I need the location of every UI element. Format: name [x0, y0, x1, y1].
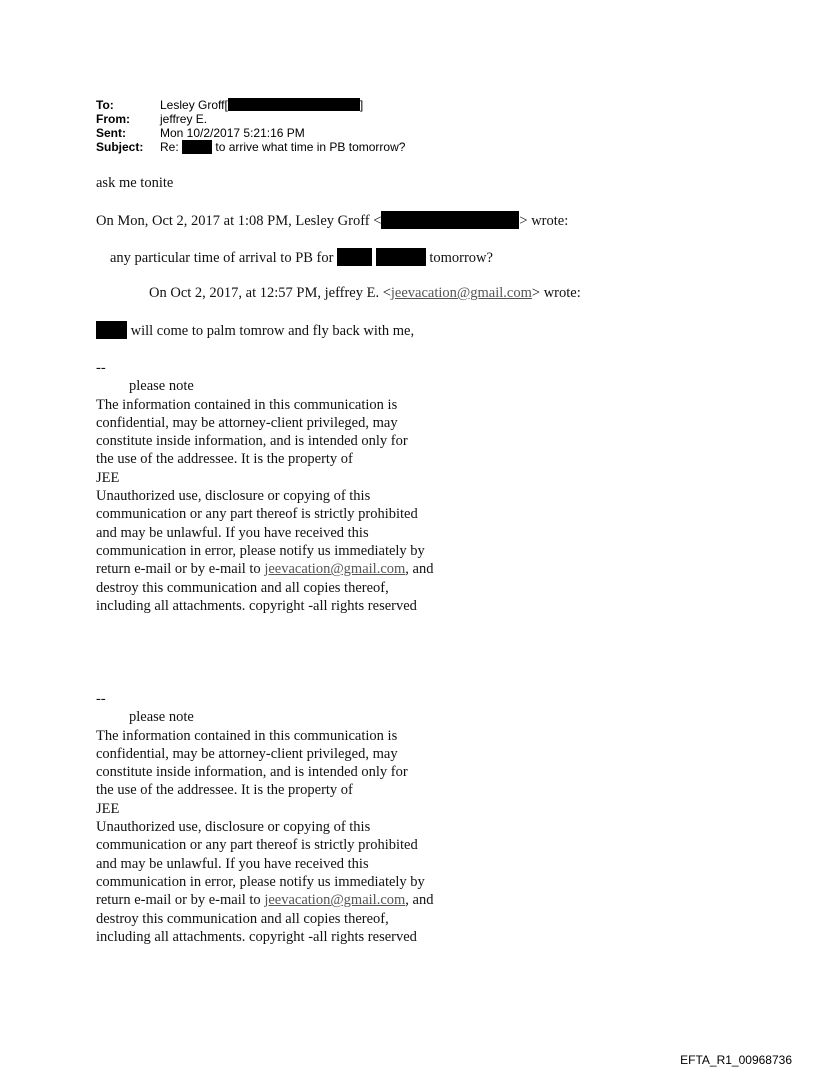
disclaimer-line: and may be unlawful. If you have received this — [96, 855, 369, 872]
to-label: To: — [96, 98, 114, 112]
quote2-suffix: > wrote: — [531, 285, 581, 301]
disclaimer-line: confidential, may be attorney-client privileged, may — [96, 745, 398, 762]
quote1-suffix: > wrote: — [519, 213, 569, 229]
disclaimer-block — [96, 359, 433, 615]
sent-label: Sent: — [96, 126, 126, 140]
redaction-box — [96, 321, 127, 339]
email-header — [96, 98, 405, 154]
disclaimer-line: including all attachments. copyright -all rights reserved — [96, 597, 417, 614]
email-link[interactable]: jeevacation@gmail.com — [390, 285, 532, 301]
disclaimer-line: The information contained in this communication is — [96, 396, 398, 413]
disclaimer-line: Unauthorized use, disclosure or copying of this — [96, 819, 371, 836]
please-note: please note — [129, 709, 194, 726]
disclaimer-line: communication or any part thereof is strictly prohibited — [96, 506, 418, 523]
email-link[interactable]: jeevacation@gmail.com — [264, 561, 406, 578]
redaction-box — [228, 98, 360, 111]
disclaimer-line: constitute inside information, and is intended only for — [96, 433, 408, 450]
disclaimer-line: communication or any part thereof is strictly prohibited — [96, 837, 418, 854]
redaction-box — [182, 140, 212, 154]
from-row — [96, 112, 405, 126]
disclaimer-line — [96, 891, 433, 909]
disclaimer-line: Unauthorized use, disclosure or copying of this — [96, 488, 371, 505]
sent-row — [96, 126, 405, 140]
reply-text: ask me tonite — [96, 175, 174, 191]
disclaimer-line: destroy this communication and all copies thereof, — [96, 579, 389, 596]
original-message — [96, 321, 414, 340]
subject-row — [96, 140, 405, 154]
disclaimer-text: , and — [405, 561, 434, 578]
disclaimer-line: and may be unlawful. If you have received this — [96, 524, 369, 541]
disclaimer-line: constitute inside information, and is intended only for — [96, 764, 408, 781]
quote-header-2 — [149, 285, 581, 302]
subject-prefix: Re: — [160, 140, 179, 154]
original-message-text: will come to palm tomrow and fly back with me, — [130, 323, 415, 339]
to-row — [96, 98, 405, 112]
subject-label: Subject: — [96, 140, 144, 154]
disclaimer-line: communication in error, please notify us immediately by — [96, 542, 425, 559]
document-id-stamp: EFTA_R1_00968736 — [680, 1053, 792, 1067]
disclaimer-line — [96, 560, 433, 578]
subject-rest: to arrive what time in PB tomorrow? — [215, 140, 406, 154]
disclaimer-line: The information contained in this communication is — [96, 727, 398, 744]
disclaimer-line: communication in error, please notify us immediately by — [96, 873, 425, 890]
disclaimer-text: return e-mail or by e-mail to — [96, 892, 265, 909]
quote2-prefix: On Oct 2, 2017, at 12:57 PM, jeffrey E. < — [149, 285, 391, 301]
quote1-prefix: On Mon, Oct 2, 2017 at 1:08 PM, Lesley Groff < — [96, 213, 382, 229]
please-note: please note — [129, 378, 194, 395]
question-prefix: any particular time of arrival to PB for — [110, 250, 334, 266]
sent-value: Mon 10/2/2017 5:21:16 PM — [160, 126, 305, 140]
disclaimer-line: the use of the addressee. It is the property of — [96, 782, 353, 799]
to-value: Lesley Groff[ — [160, 98, 228, 112]
separator: -- — [96, 691, 106, 707]
to-close: ] — [359, 98, 364, 112]
disclaimer-text: return e-mail or by e-mail to — [96, 561, 265, 578]
question-suffix: tomorrow? — [429, 250, 493, 266]
from-label: From: — [96, 112, 130, 126]
separator: -- — [96, 360, 106, 376]
disclaimer-line: JEE — [96, 800, 120, 817]
disclaimer-line: the use of the addressee. It is the property of — [96, 451, 353, 468]
email-link[interactable]: jeevacation@gmail.com — [264, 892, 406, 909]
quote-header-1 — [96, 211, 568, 230]
redaction-box — [381, 211, 519, 229]
disclaimer-line: destroy this communication and all copies thereof, — [96, 910, 389, 927]
redaction-box — [376, 248, 426, 266]
disclaimer-line: including all attachments. copyright -all rights reserved — [96, 928, 417, 945]
redaction-box — [337, 248, 372, 266]
disclaimer-block — [96, 690, 433, 946]
disclaimer-text: , and — [405, 892, 434, 909]
question-line — [110, 248, 493, 267]
disclaimer-line: JEE — [96, 469, 120, 486]
disclaimer-line: confidential, may be attorney-client privileged, may — [96, 414, 398, 431]
from-value: jeffrey E. — [160, 112, 208, 126]
